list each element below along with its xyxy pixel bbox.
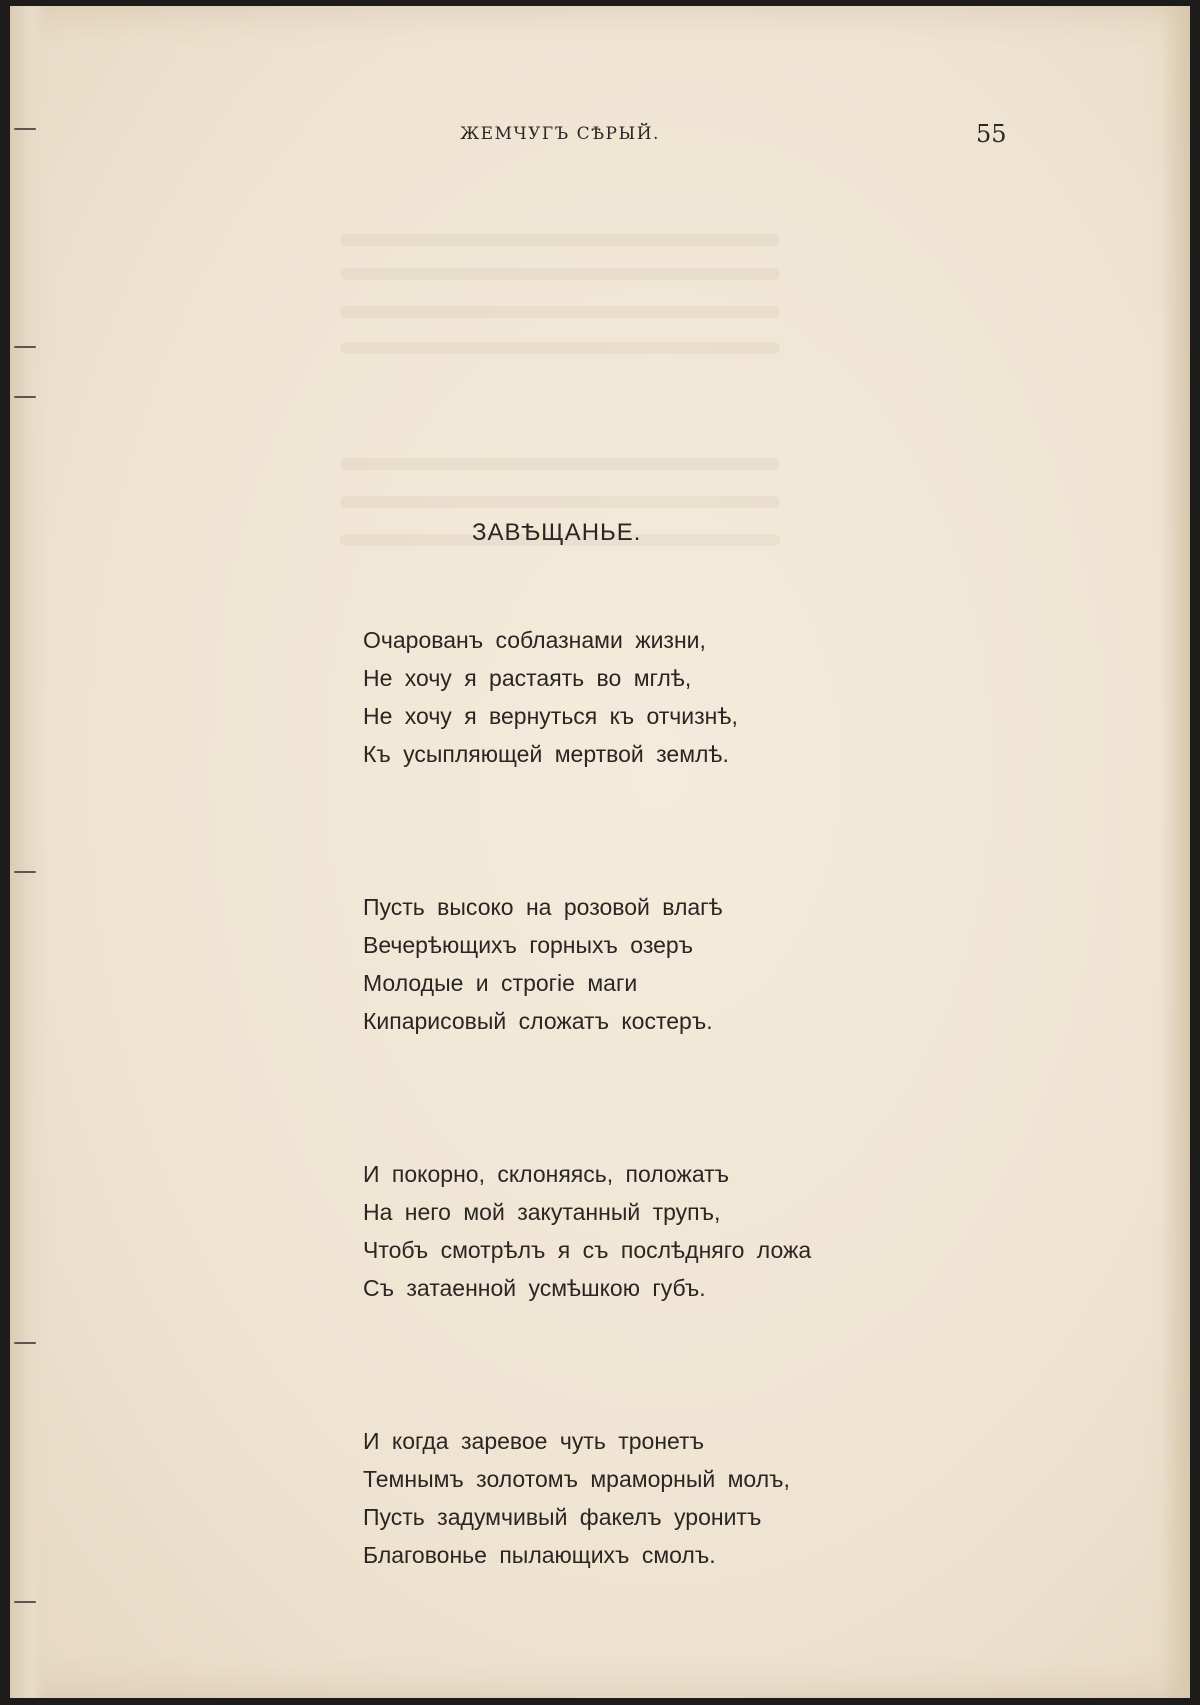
poem-line: Кипарисовый сложатъ костеръ.	[363, 1008, 713, 1034]
page-number: 55	[976, 120, 1007, 148]
poem-line: Молодые и строгіе маги	[363, 970, 638, 996]
stanza	[363, 888, 811, 1040]
show-through-text	[340, 268, 780, 280]
show-through-text	[340, 496, 780, 508]
poem-line: И когда заревое чуть тронетъ	[363, 1428, 704, 1454]
binding-stitch	[14, 346, 36, 348]
poem-body	[363, 621, 811, 1689]
binding-stitch	[14, 396, 36, 398]
poem-line: Къ усыпляющей мертвой землѣ.	[363, 741, 729, 767]
binding-stitch	[14, 1342, 36, 1344]
poem-line: Пусть высоко на розовой влагѣ	[363, 894, 723, 920]
poem-line: На него мой закутанный трупъ,	[363, 1199, 721, 1225]
poem-line: Не хочу я растаять во мглѣ,	[363, 665, 692, 691]
binding-stitch	[14, 871, 36, 873]
poem-title: ЗАВѢЩАНЬЕ.	[472, 519, 642, 546]
show-through-text	[340, 234, 780, 246]
poem-line: Очарованъ соблазнами жизни,	[363, 627, 706, 653]
poem-line: Темнымъ золотомъ мраморный молъ,	[363, 1466, 790, 1492]
poem-line: Не хочу я вернуться къ отчизнѣ,	[363, 703, 738, 729]
poem-line: Съ затаенной усмѣшкою губъ.	[363, 1275, 706, 1301]
poem-line: Пусть задумчивый факелъ уронитъ	[363, 1504, 762, 1530]
poem-line: Чтобъ смотрѣлъ я съ послѣдняго ложа	[363, 1237, 812, 1263]
show-through-text	[340, 306, 780, 318]
stanza	[363, 1422, 811, 1574]
stanza	[363, 1155, 811, 1307]
book-page	[10, 6, 1190, 1698]
poem-line: И покорно, склоняясь, положатъ	[363, 1161, 730, 1187]
show-through-text	[340, 342, 780, 354]
binding-stitch	[14, 1601, 36, 1603]
poem-line: Благовонье пылающихъ смолъ.	[363, 1542, 716, 1568]
running-head: ЖЕМЧУГЪ СѢРЫЙ.	[460, 124, 660, 144]
show-through-text	[340, 458, 780, 470]
binding-gutter	[10, 6, 46, 1698]
poem-line: Вечерѣющихъ горныхъ озеръ	[363, 932, 694, 958]
stanza	[363, 621, 811, 773]
page-edge	[1162, 6, 1190, 1698]
